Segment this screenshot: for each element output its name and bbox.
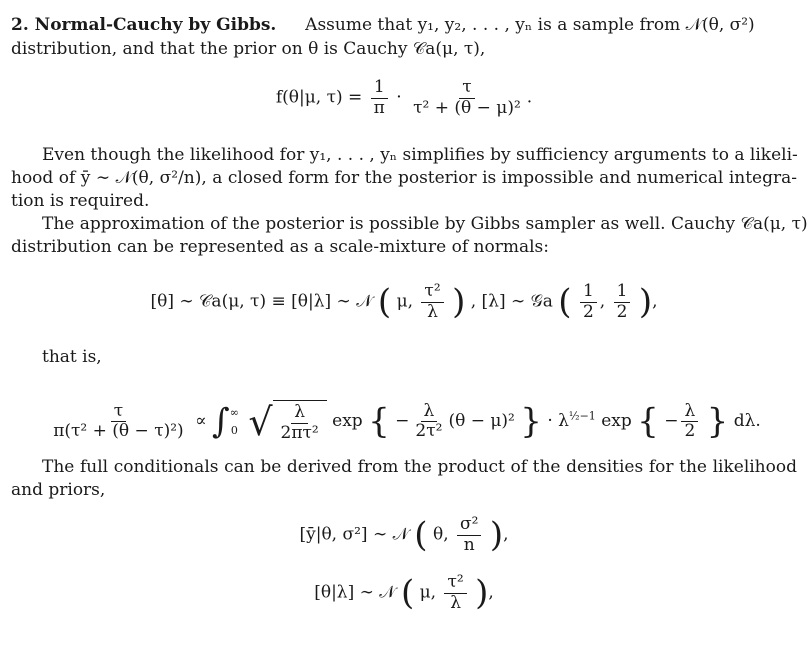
eq3-lower: 0 [230,423,238,437]
eq1-fraction-1 [371,78,388,118]
equation-cauchy-density [0,78,808,118]
eq3-minus-2: − [664,411,679,432]
eq4-lhs: [ȳ|θ, σ²] ∼ 𝒩 [299,524,409,545]
section-title: 2. Normal-Cauchy by Gibbs. [11,15,277,35]
eq1-end: . [526,87,533,108]
para3-line-2: and priors, [11,480,106,500]
eq1-lhs: f(θ|μ, τ) = [275,87,363,108]
eq2-close-paren-1: ) [452,282,466,323]
eq5-frac-num: τ² [444,573,466,594]
eq2-half-2 [614,282,631,322]
eq4-close-paren: ) [489,515,504,556]
eq5-close-paren: ) [475,573,489,614]
para1-line-2: hood of ȳ ∼ 𝒩(θ, σ²/n), a closed form for the posterior is impossible and numerical integra- [11,168,797,188]
eq4-open-paren: ( [414,515,428,556]
eq3-lhs-fraction [50,402,186,442]
eq2-mu: μ, [396,291,414,312]
eq5-end: , [488,582,494,603]
eq1-frac1-num: 1 [371,78,388,99]
intro-line-2: distribution, and that the prior on θ is Cauchy 𝒞a(μ, τ), [11,39,486,59]
eq1-dot: · [396,87,402,108]
eq1-fraction-2 [410,78,524,118]
eq4-fraction [457,515,481,555]
eq3-exp2: exp [601,411,632,432]
eq2-open-paren-1: ( [377,282,392,323]
eq2-frac-den: λ [427,301,438,322]
eq2-comma: , [599,291,606,312]
eq3-close-brace-2: } [706,401,729,442]
eq5-open-paren: ( [400,573,415,614]
eq2-part1: [θ] ∼ 𝒞a(μ, τ) ≡ [θ|λ] ∼ 𝒩 [150,291,373,312]
eq2-half1-num: 1 [580,282,597,303]
eq2-half2-num: 1 [614,282,631,303]
eq3-half-den: 2 [684,421,696,442]
eq1-frac2-num: τ [459,78,474,99]
equation-conditional-theta [0,573,808,613]
that-is-text: that is, [42,347,102,367]
eq3-lambda: · λ [547,411,569,432]
eq3-open-brace-1: { [368,401,390,442]
eq3-end: dλ. [733,411,761,432]
eq3-exp1: exp [332,411,363,432]
eq3-open-brace-2: { [637,401,659,442]
eq3-power: ½−1 [568,409,596,423]
para2-line-1: The approximation of the posterior is possible by Gibbs sampler as well. Cauchy 𝒞a(μ, τ) [42,214,808,234]
eq3-upper: ∞ [229,405,239,419]
eq3-lhs-num: τ [111,402,126,423]
eq4-frac-num: σ² [457,515,481,536]
eq5-fraction [444,573,466,613]
eq5-mu: μ, [419,582,437,603]
eq2-end: , [652,291,658,312]
eq4-end: , [503,524,509,545]
equation-conditional-ybar [0,515,808,555]
eq3-propto: ∝ [195,411,207,432]
eq5-lhs: [θ|λ] ∼ 𝒩 [314,582,396,603]
eq3-sqrt-body [273,400,327,443]
intro-text-1: Assume that y₁, y₂, . . . , yₙ is a sample from 𝒩(θ, σ²) [305,15,755,35]
eq3-sqrt-den: 2πτ² [280,422,319,443]
eq3-sqrt-num: λ [291,403,308,424]
eq2-half-1 [580,282,597,322]
eq3-limits [230,404,239,439]
eq3-inner-fraction [412,402,445,442]
eq5-frac-den: λ [450,592,461,613]
eq3-close-brace-1: } [520,401,542,442]
eq3-inner-tail: (θ − μ)² [448,411,515,432]
equation-scale-mixture [0,282,808,322]
para1-line-1: Even though the likelihood for y₁, . . . , yₙ simplifies by sufficiency arguments to a likeli- [42,145,798,165]
sqrt-sign-icon: √ [248,399,273,444]
eq3-sqrt-fraction [278,403,322,443]
integral-sign-icon: ∫ [212,401,230,442]
eq1-frac1-den: π [373,97,385,118]
eq2-fraction [421,282,443,322]
eq3-minus-1: − [395,411,410,432]
eq2-part2: , [λ] ∼ 𝒢a [470,291,553,312]
para3-line-1: The full conditionals can be derived from the product of the densities for the likelihood [42,457,797,477]
eq3-inner-num: λ [421,402,438,423]
eq2-half1-den: 2 [582,301,594,322]
intro-line-1 [11,14,797,36]
eq2-close-paren-2: ) [638,282,653,323]
equation-integral [0,400,808,443]
eq2-frac-num: τ² [421,282,443,303]
para1-line-3: tion is required. [11,191,150,211]
eq3-half-num: λ [681,402,698,423]
eq2-half2-den: 2 [616,301,628,322]
eq1-frac2-den: τ² + (θ − μ)² [413,97,521,118]
eq4-theta: θ, [432,524,449,545]
eq3-inner-den: 2τ² [415,421,443,442]
para2-line-2: distribution can be represented as a scale-mixture of normals: [11,237,549,257]
eq4-frac-den: n [463,534,475,555]
eq3-lhs-den: π(τ² + (θ − τ)²) [53,421,184,442]
eq2-open-paren-2: ( [558,282,572,323]
eq3-half-fraction [681,402,698,442]
eq3-sqrt [248,400,326,443]
